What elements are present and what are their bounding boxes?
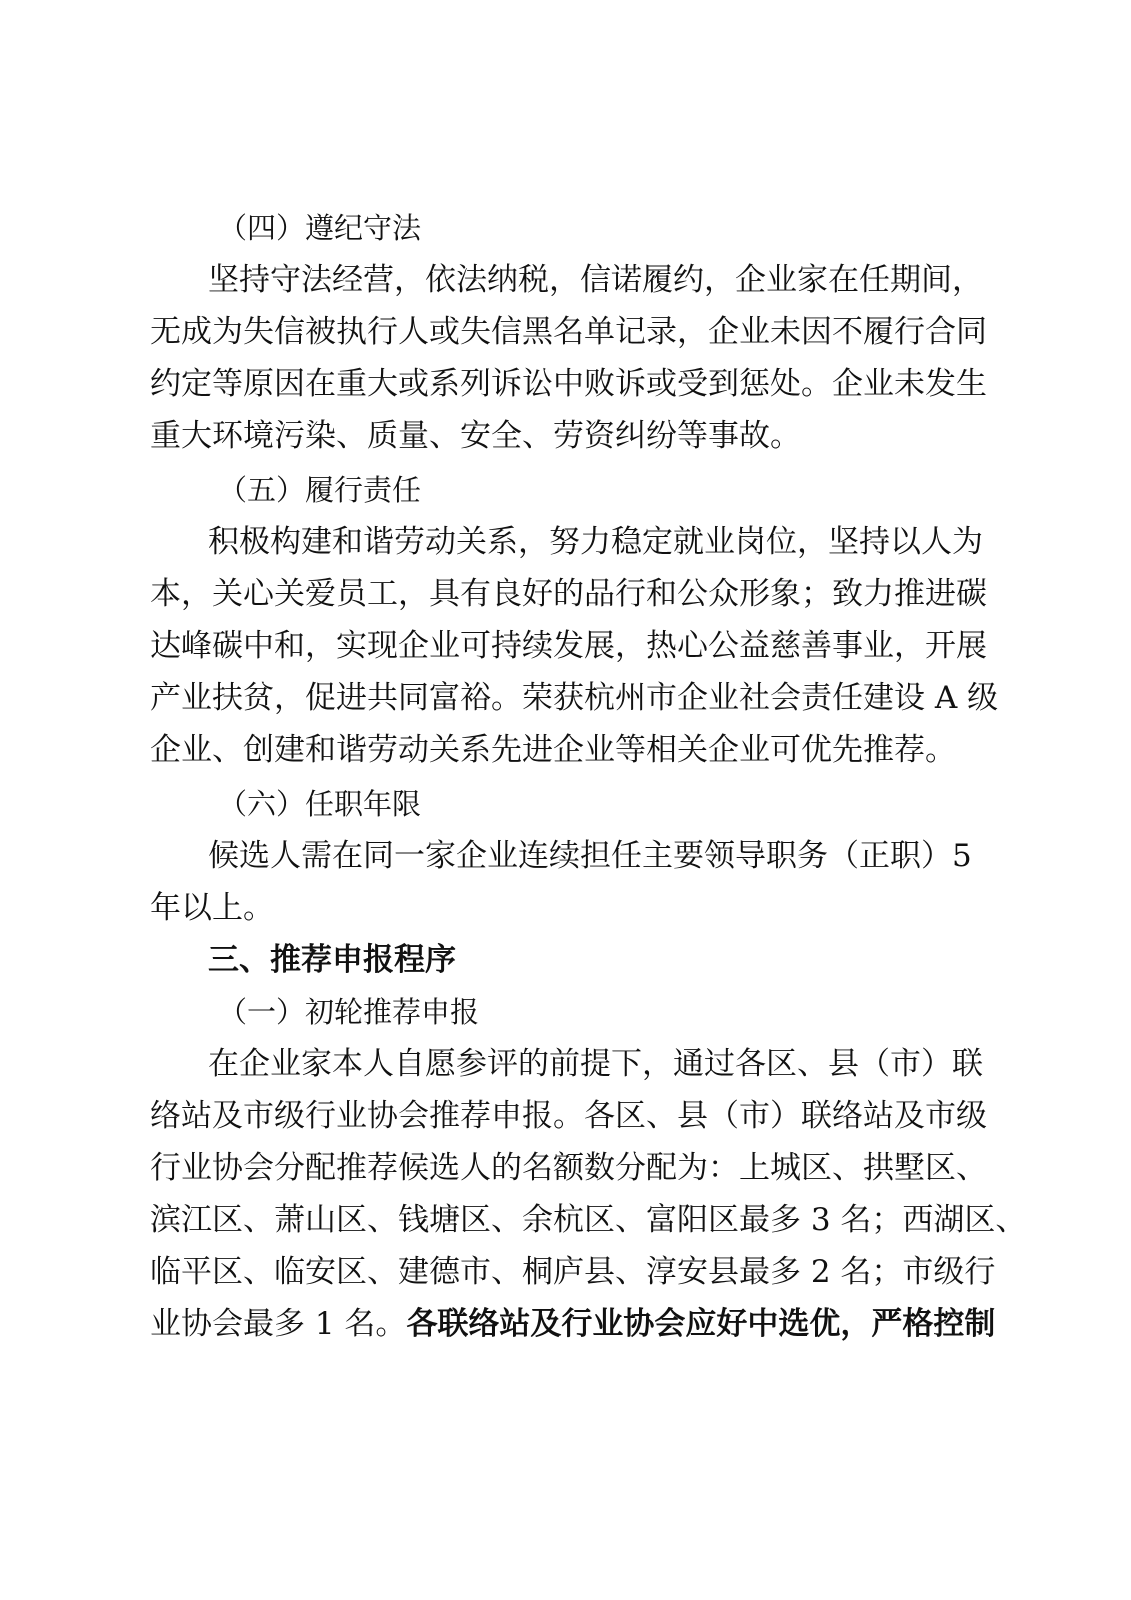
paragraph-line: 坚持守法经营，依法纳税，信诺履约，企业家在任期间， (208, 262, 983, 298)
paragraph-text-regular: 业协会最多 1 名。 (150, 1306, 407, 1342)
paragraph-line: 达峰碳中和，实现企业可持续发展，热心公益慈善事业，开展 (150, 628, 987, 664)
paragraph-line: 积极构建和谐劳动关系，努力稳定就业岗位，坚持以人为 (208, 524, 983, 560)
part-heading-3: 三、推荐申报程序 (208, 942, 456, 978)
paragraph-line: 无成为失信被执行人或失信黑名单记录，企业未因不履行合同 (150, 314, 987, 350)
paragraph-line: 约定等原因在重大或系列诉讼中败诉或受到惩处。企业未发生 (150, 366, 987, 402)
paragraph-line: 重大环境污染、质量、安全、劳资纠纷等事故。 (150, 418, 801, 454)
paragraph-line: 络站及市级行业协会推荐申报。各区、县（市）联络站及市级 (150, 1098, 987, 1134)
paragraph-line: 候选人需在同一家企业连续担任主要领导职务（正职）5 (208, 838, 972, 874)
paragraph-line: 滨江区、萧山区、钱塘区、余杭区、富阳区最多 3 名；西湖区、 (150, 1202, 1027, 1238)
paragraph-line: 年以上。 (150, 890, 274, 926)
section-heading-4: （四）遵纪守法 (218, 211, 422, 245)
paragraph-line-mixed (150, 1304, 996, 1344)
section-heading-6: （六）任职年限 (218, 787, 422, 821)
paragraph-line: 本，关心关爱员工，具有良好的品行和公众形象；致力推进碳 (150, 576, 987, 612)
paragraph-line: 企业、创建和谐劳动关系先进企业等相关企业可优先推荐。 (150, 732, 956, 768)
section-heading-5: （五）履行责任 (218, 473, 422, 507)
paragraph-line: 在企业家本人自愿参评的前提下，通过各区、县（市）联 (208, 1046, 983, 1082)
paragraph-line: 临平区、临安区、建德市、桐庐县、淳安县最多 2 名；市级行 (150, 1254, 996, 1290)
subsection-heading-1: （一）初轮推荐申报 (218, 995, 480, 1029)
paragraph-line: 产业扶贫，促进共同富裕。荣获杭州市企业社会责任建设 A 级 (150, 680, 999, 716)
paragraph-line: 行业协会分配推荐候选人的名额数分配为：上城区、拱墅区、 (150, 1150, 987, 1186)
paragraph-text-bold: 各联络站及行业协会应好中选优，严格控制 (406, 1306, 996, 1342)
